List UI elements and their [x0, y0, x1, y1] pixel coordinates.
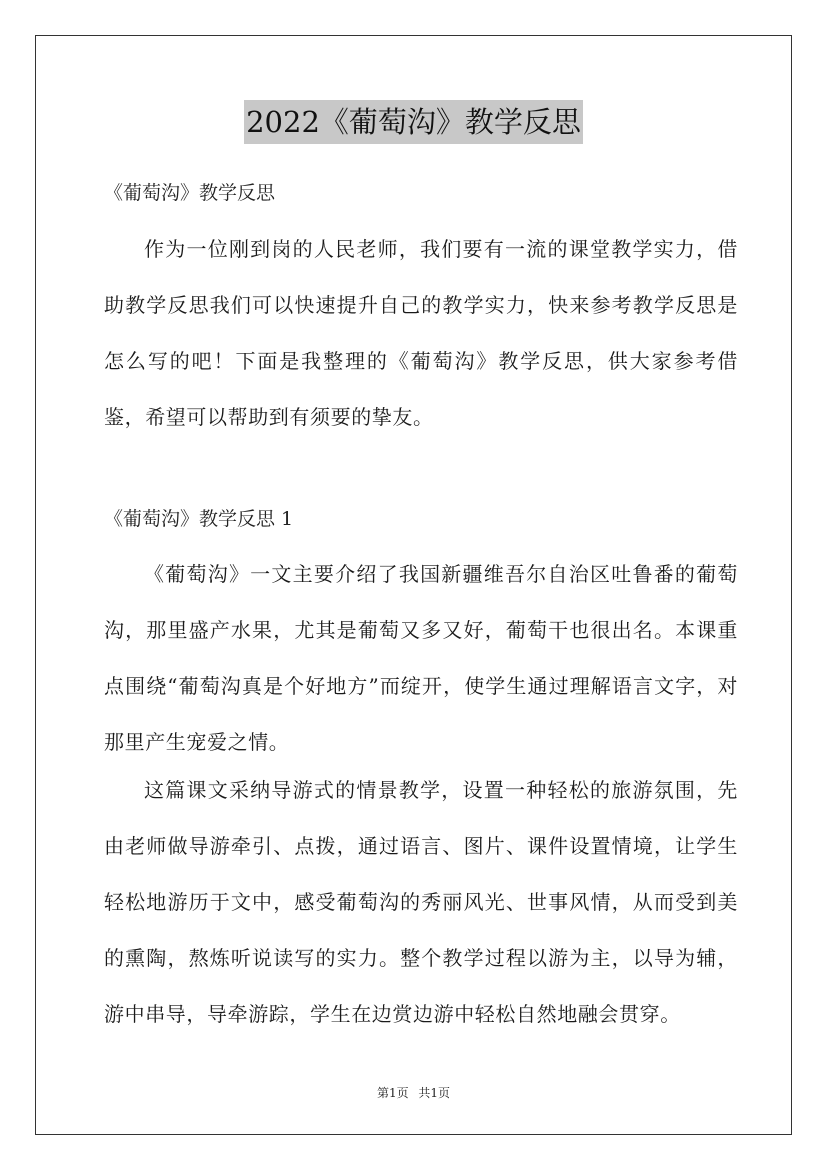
- section1-paragraph-2: 这篇课文采纳导游式的情景教学，设置一种轻松的旅游氛围，先由老师做导游牵引、点拨，通过语言、图片、课件设置情境，让学生轻松地游历于文中，感受葡萄沟的秀丽风光、世事风情，从而受到美的熏陶，熬炼听说读写的实力。整个教学过程以游为主，以导为辅，游中串导，导牵游踪，学生在边赏边游中轻松自然地融会贯穿。: [104, 778, 738, 1026]
- page-number: 第1页: [376, 1086, 409, 1100]
- page-footer: [0, 1084, 827, 1101]
- intro-heading: 《葡萄沟》教学反思: [104, 182, 276, 204]
- document-title: 2022《葡萄沟》教学反思: [244, 100, 583, 144]
- section1-heading: 《葡萄沟》教学反思 1: [104, 508, 294, 530]
- title-container: [0, 100, 827, 144]
- page-total: 共1页: [418, 1086, 451, 1100]
- intro-paragraph: 作为一位刚到岗的人民老师，我们要有一流的课堂教学实力，借助教学反思我们可以快速提升自己的教学实力，快来参考教学反思是怎么写的吧！下面是我整理的《葡萄沟》教学反思，供大家参考借鉴，希望可以帮助到有须要的挚友。: [104, 237, 738, 429]
- section1-paragraph-1: 《葡萄沟》一文主要介绍了我国新疆维吾尔自治区吐鲁番的葡萄沟，那里盛产水果，尤其是葡萄又多又好，葡萄干也很出名。本课重点围绕“葡萄沟真是个好地方”而绽开，使学生通过理解语言文字，对那里产生宠爱之情。: [104, 562, 738, 754]
